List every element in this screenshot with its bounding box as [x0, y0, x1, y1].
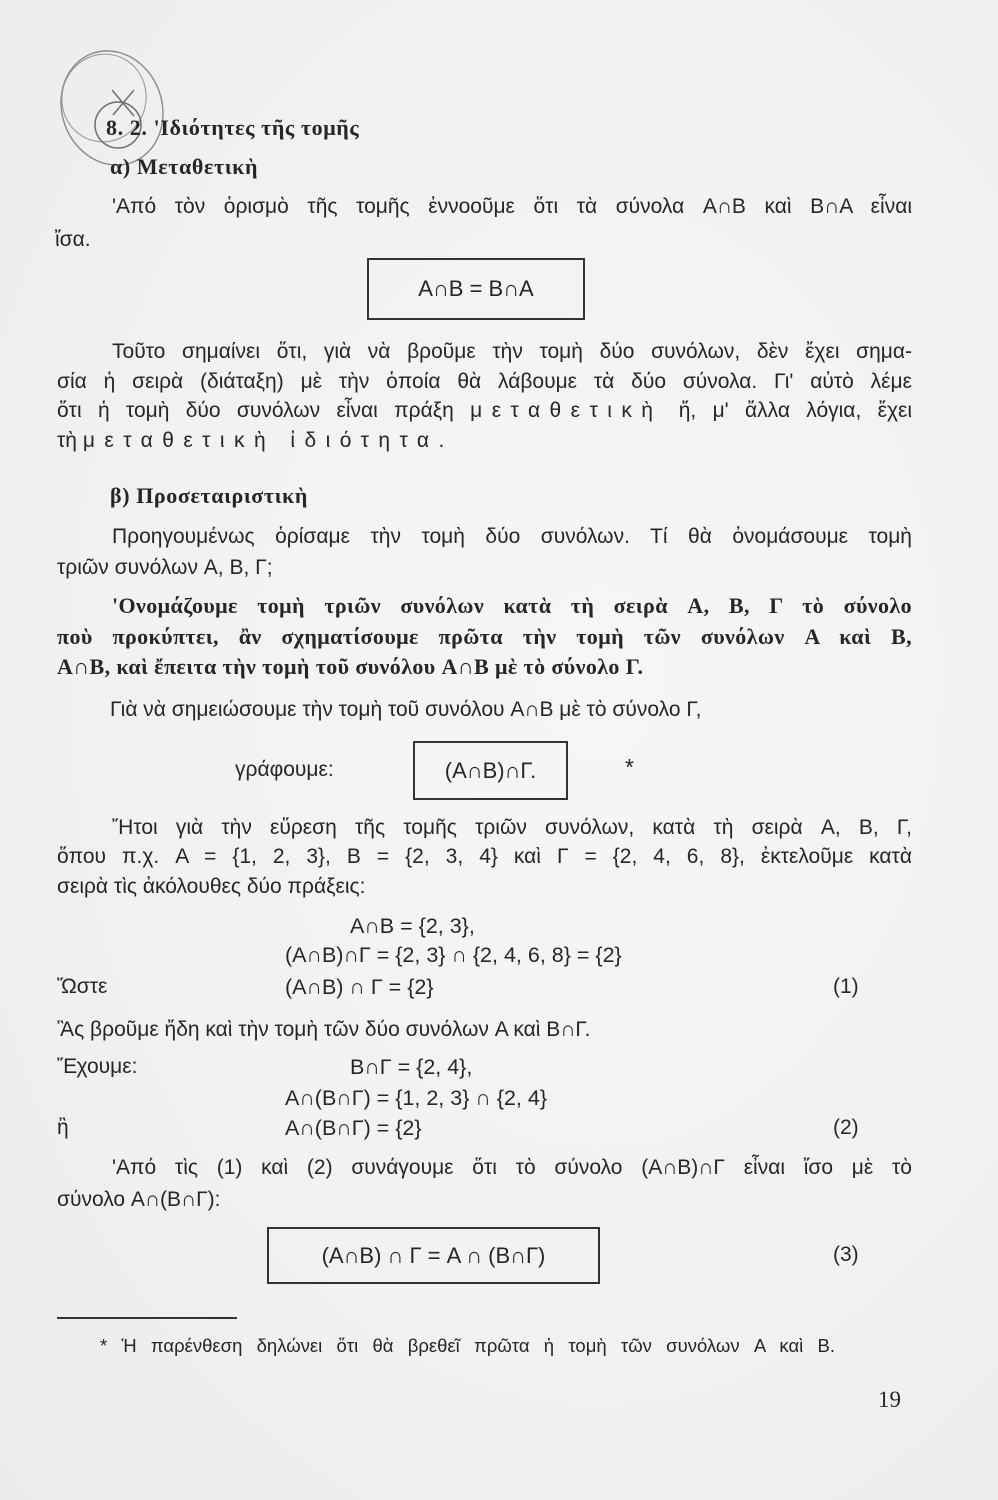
second-intro: Ἂς βροῦμε ἤδη καὶ τὴν τομὴ τῶν δύο συνόλων A καὶ B∩Γ. [57, 1018, 591, 1041]
notation-formula-box [413, 741, 568, 800]
equation-number-1: (1) [833, 975, 859, 998]
footnote-mark: * [625, 754, 634, 780]
equation-step-1: A∩B = {2, 3}, [350, 914, 475, 938]
result-2: A∩(B∩Γ) = {2} [285, 1116, 422, 1140]
example-line-3: σειρὰ τὶς ἀκόλουθες δύο πράξεις: [57, 875, 366, 898]
explain-line-4-end: . [438, 429, 445, 452]
definition-line-2: ποὺ προκύπτει, ἂν σχηματίσουμε πρῶτα τὴν τομὴ τῶν συνόλων A καὶ B, [57, 624, 912, 649]
equation-step-4: A∩(B∩Γ) = {1, 2, 3} ∩ {2, 4} [285, 1086, 547, 1110]
explain-line-3-end: ἤ, μ' ἄλλα λόγια, ἔχει [678, 399, 913, 422]
explain-line-4 [57, 426, 444, 456]
have-label: Ἔχουμε: [57, 1055, 138, 1078]
commutative-intro-line-2: ἴσα. [55, 228, 91, 251]
explain-line-2: σία ἡ σειρὰ (διάταξη) μὲ τὴν ὁποία θὰ λάβουμε τὰ δύο σύνολα. Γι' αὐτὸ λέμε [57, 370, 912, 393]
result-1-label: Ὥστε [57, 975, 108, 998]
conclusion-line-1: 'Από τὶς (1) καὶ (2) συνάγουμε ὅτι τὸ σύνολο (A∩B)∩Γ εἶναι ἴσο μὲ τὸ [112, 1156, 912, 1179]
explain-line-3-start: ὅτι ἡ τομὴ δύο συνόλων εἶναι πράξη [57, 399, 454, 422]
commutative-formula-box [367, 258, 585, 320]
example-line-2: ὅπου π.χ. A = {1, 2, 3}, B = {2, 3, 4} καὶ Γ = {2, 4, 6, 8}, ἐκτελοῦμε κατὰ [57, 845, 912, 868]
associative-law: (A∩B) ∩ Γ = A ∩ (B∩Γ) [321, 1242, 546, 1268]
associative-heading: β) Προσεταιριστικὴ [110, 483, 308, 508]
explain-line-4-start: τὴ [57, 429, 77, 452]
commutative-intro-line-1: 'Από τὸν ὁρισμὸ τῆς τομῆς ἐννοοῦμε ὅτι τὰ σύνολα A∩B καὶ B∩A εἶναι [112, 195, 912, 218]
section-number: 8. 2. [106, 115, 148, 140]
commutative-formula: A∩B = B∩A [418, 276, 534, 301]
emphasis-commutative: μεταθετικὴ [470, 399, 663, 422]
equation-number-2: (2) [833, 1116, 859, 1139]
question-line-2: τριῶν συνόλων A, B, Γ; [57, 556, 273, 579]
example-line-1: Ἤτοι γιὰ τὴν εὕρεση τῆς τομῆς τριῶν συνόλων, κατὰ τὴ σειρὰ A, B, Γ, [112, 816, 912, 839]
emphasis-commutative-property: μεταθετικὴ ἰδιότητα [82, 429, 439, 452]
commutative-heading: α) Μεταθετικὴ [110, 154, 259, 179]
footnote-text: * Ἡ παρένθεση δηλώνει ὅτι θὰ βρεθεῖ πρῶτα ἡ τομὴ τῶν συνόλων A καὶ B. [100, 1335, 835, 1356]
section-heading [106, 113, 359, 143]
notation-formula: (A∩B)∩Γ. [444, 757, 537, 783]
section-title: 'Ιδιότητες τῆς τομῆς [153, 115, 360, 140]
equation-number-3: (3) [833, 1243, 859, 1266]
page-number: 19 [878, 1387, 901, 1412]
definition-line-3: A∩B, καὶ ἔπειτα τὴν τομὴ τοῦ συνόλου A∩B μὲ τὸ σύνολο Γ. [57, 654, 644, 679]
footnote-rule [57, 1317, 237, 1319]
explain-line-1: Τοῦτο σημαίνει ὅτι, γιὰ νὰ βροῦμε τὴν τομὴ δύο συνόλων, δὲν ἔχει σημα- [112, 340, 912, 363]
question-line-1: Προηγουμένως ὁρίσαμε τὴν τομὴ δύο συνόλων. Τί θὰ ὀνομάσουμε τομὴ [112, 525, 912, 548]
notation-label: γράφουμε: [235, 758, 334, 781]
explain-line-3 [57, 396, 912, 426]
equation-step-3: B∩Γ = {2, 4}, [350, 1055, 473, 1079]
definition-line-1: 'Ονομάζουμε τομὴ τριῶν συνόλων κατὰ τὴ σειρὰ A, B, Γ τὸ σύνολο [112, 593, 912, 618]
result-1: (A∩B) ∩ Γ = {2} [285, 975, 434, 999]
notation-intro: Γιὰ νὰ σημειώσουμε τὴν τομὴ τοῦ συνόλου A∩B μὲ τὸ σύνολο Γ, [110, 698, 702, 721]
equation-step-2: (A∩B)∩Γ = {2, 3} ∩ {2, 4, 6, 8} = {2} [285, 943, 622, 967]
associative-law-box [267, 1227, 600, 1284]
conclusion-line-2: σύνολο A∩(B∩Γ): [57, 1188, 221, 1211]
result-2-label: ἢ [57, 1116, 69, 1139]
